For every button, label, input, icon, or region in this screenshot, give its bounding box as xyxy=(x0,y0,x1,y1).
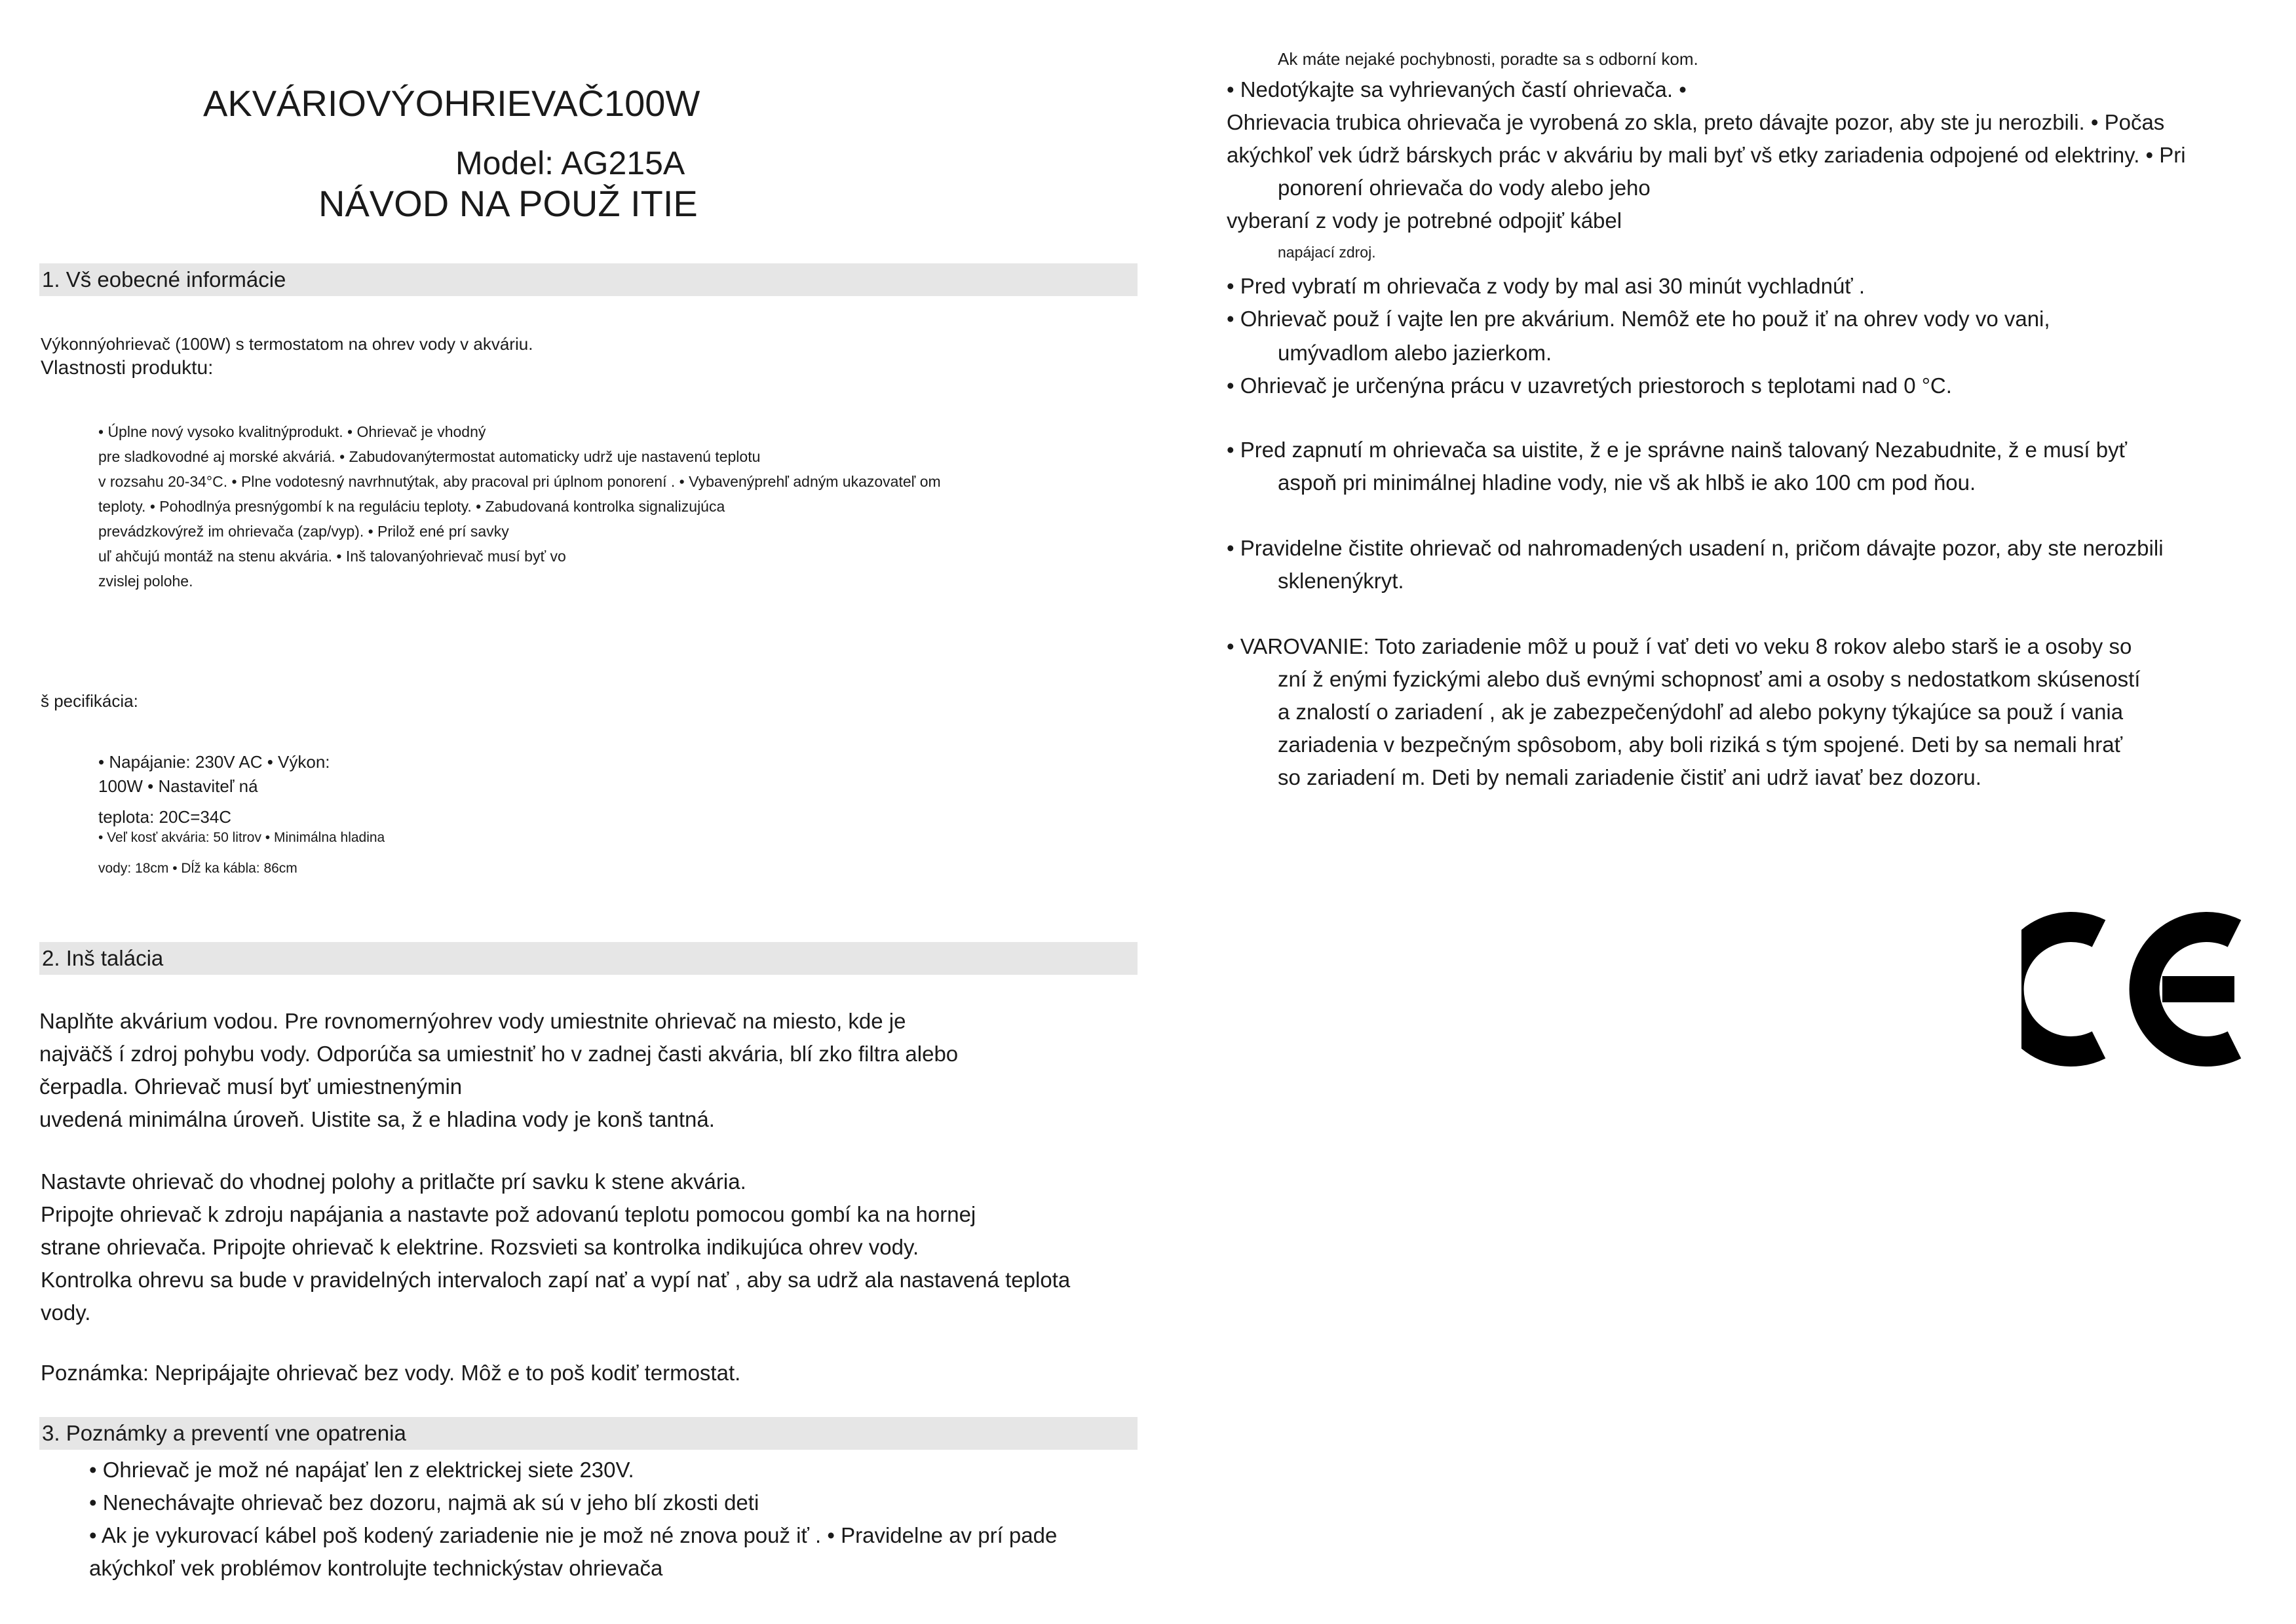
right-line: Ak máte nejaké pochybnosti, poradte sa s odborní kom. xyxy=(1278,49,1698,69)
right-line: • Pred vybratí m ohrievača z vody by mal asi 30 minút vychladnúť . xyxy=(1227,274,1866,298)
install-note: Poznámka: Nepripájajte ohrievač bez vody. Môž e to poš kodiť termostat. xyxy=(41,1361,741,1385)
warning-line: so zariadení m. Deti by nemali zariadenie čistiť ani udrž iavať bez dozoru. xyxy=(1278,765,1981,789)
feature-line: zvislej polohe. xyxy=(98,573,193,590)
install-line: Nastavte ohrievač do vhodnej polohy a pritlačte prí savku k stene akvária. xyxy=(41,1169,746,1194)
ce-mark-icon xyxy=(2021,907,2251,1071)
right-line: napájací zdroj. xyxy=(1278,244,1376,261)
warning-line: a znalostí o zariadení , ak je zabezpečenýdohľ ad alebo pokyny týkajúce sa použ í vania xyxy=(1278,700,2124,724)
right-line: sklenenýkryt. xyxy=(1278,569,1404,593)
spec-line: vody: 18cm • Dĺž ka kábla: 86cm xyxy=(98,861,297,876)
right-line: aspoň pri minimálnej hladine vody, nie vš ak hlbš ie ako 100 cm pod ňou. xyxy=(1278,470,1976,495)
install-line: vody. xyxy=(41,1300,91,1325)
product-title: AKVÁRIOVÝOHRIEVAČ100W xyxy=(203,83,700,124)
warning-line: • VAROVANIE: Toto zariadenie môž u použ í vať deti vo veku 8 rokov alebo starš ie a osoby so xyxy=(1227,634,2132,658)
install-line: Naplňte akvárium vodou. Pre rovnomernýohrev vody umiestnite ohrievač na miesto, kde je xyxy=(39,1009,906,1033)
install-line: Kontrolka ohrevu sa bude v pravidelných intervaloch zapí nať a vypí nať , aby sa udrž ala nastavená teplota xyxy=(41,1268,1071,1292)
warning-line: zariadenia v bezpečným spôsobom, aby boli riziká s tým spojené. Deti by sa nemali hrať xyxy=(1278,732,2122,757)
model-number: Model: AG215A xyxy=(455,145,685,181)
spec-line: teplota: 20C=34C xyxy=(98,807,232,827)
spec-line: • Napájanie: 230V AC • Výkon: xyxy=(98,752,330,772)
right-line: • Pravidelne čistite ohrievač od nahromadených usadení n, pričom dávajte pozor, aby ste nerozbili xyxy=(1227,536,2164,560)
feature-line: uľ ahčujú montáž na stenu akvária. • Inš talovanýohrievač musí byť vo xyxy=(98,548,566,565)
right-line: umývadlom alebo jazierkom. xyxy=(1278,341,1552,365)
right-line: • Ohrievač je určenýna prácu v uzavretých priestoroch s teplotami nad 0 °C. xyxy=(1227,373,1952,398)
right-line: • Pred zapnutí m ohrievača sa uistite, ž e je správne nainš talovaný Nezabudnite, ž e musí byť xyxy=(1227,438,2127,462)
spec-line: 100W • Nastaviteľ ná xyxy=(98,776,258,796)
install-line: najväčš í zdroj pohybu vody. Odporúča sa umiestniť ho v zadnej časti akvária, blí zko filtra alebo xyxy=(39,1042,959,1066)
install-line: Pripojte ohrievač k zdroju napájania a nastavte pož adovanú teplotu pomocou gombí ka na hornej xyxy=(41,1202,976,1226)
right-line: • Ohrievač použ í vajte len pre akvárium. Nemôž ete ho použ iť na ohrev vody vo vani, xyxy=(1227,307,2050,331)
section-2-heading: 2. Inš talácia xyxy=(39,942,1138,975)
precaution-line: akýchkoľ vek problémov kontrolujte technickýstav ohrievača xyxy=(89,1556,663,1580)
warning-line: zní ž enými fyzickými alebo duš evnými schopnosť ami a osoby s nedostatkom skúseností xyxy=(1278,667,2141,691)
right-line: vyberaní z vody je potrebné odpojiť kábel xyxy=(1227,208,1622,233)
precaution-line: • Ohrievač je mož né napájať len z elektrickej siete 230V. xyxy=(89,1458,634,1482)
spec-line: • Veľ kosť akvária: 50 litrov • Minimálna hladina xyxy=(98,830,385,845)
feature-line: prevádzkovýrež im ohrievača (zap/vyp). • Prilož ené prí savky xyxy=(98,523,509,540)
manual-title: NÁVOD NA POUŽ ITIE xyxy=(318,183,698,224)
precaution-line: • Ak je vykurovací kábel poš kodený zariadenie nie je mož né znova použ iť . • Pravidelne av prí pade xyxy=(89,1523,1058,1547)
right-line: akýchkoľ vek údrž bárskych prác v akváriu by mali byť vš etky zariadenia odpojené od elektriny. • Pri xyxy=(1227,143,2186,167)
feature-line: teploty. • Pohodlnýa presnýgombí k na reguláciu teploty. • Zabudovaná kontrolka signalizujúca xyxy=(98,498,725,515)
right-line: Ohrievacia trubica ohrievača je vyrobená zo skla, preto dávajte pozor, aby ste ju nerozbili. • Počas xyxy=(1227,110,2165,134)
right-line: • Nedotýkajte sa vyhrievaných častí ohrievača. • xyxy=(1227,77,1687,102)
right-line: ponorení ohrievača do vody alebo jeho xyxy=(1278,176,1651,200)
feature-line: pre sladkovodné aj morské akváriá. • Zabudovanýtermostat automaticky udrž uje nastavenú teplotu xyxy=(98,448,761,465)
install-line: čerpadla. Ohrievač musí byť umiestnenýmin xyxy=(39,1074,463,1099)
section-1-heading: 1. Vš eobecné informácie xyxy=(39,263,1138,296)
precaution-line: • Nenechávajte ohrievač bez dozoru, najmä ak sú v jeho blí zkosti deti xyxy=(89,1490,759,1515)
install-line: uvedená minimálna úroveň. Uistite sa, ž e hladina vody je konš tantná. xyxy=(39,1107,715,1131)
intro-text: Výkonnýohrievač (100W) s termostatom na ohrev vody v akváriu. xyxy=(41,334,533,354)
install-line: strane ohrievača. Pripojte ohrievač k elektrine. Rozsvieti sa kontrolka indikujúca ohrev vody. xyxy=(41,1235,919,1259)
feature-line: v rozsahu 20-34°C. • Plne vodotesný navrhnutýtak, aby pracoval pri úplnom ponorení . • Vybavenýprehľ adným ukazovateľ om xyxy=(98,473,941,490)
spec-heading: š pecifikácia: xyxy=(41,691,138,711)
feature-line: • Úplne nový vysoko kvalitnýprodukt. • Ohrievač je vhodný xyxy=(98,423,486,440)
features-label: Vlastnosti produktu: xyxy=(41,357,214,379)
section-3-heading: 3. Poznámky a preventí vne opatrenia xyxy=(39,1417,1138,1450)
